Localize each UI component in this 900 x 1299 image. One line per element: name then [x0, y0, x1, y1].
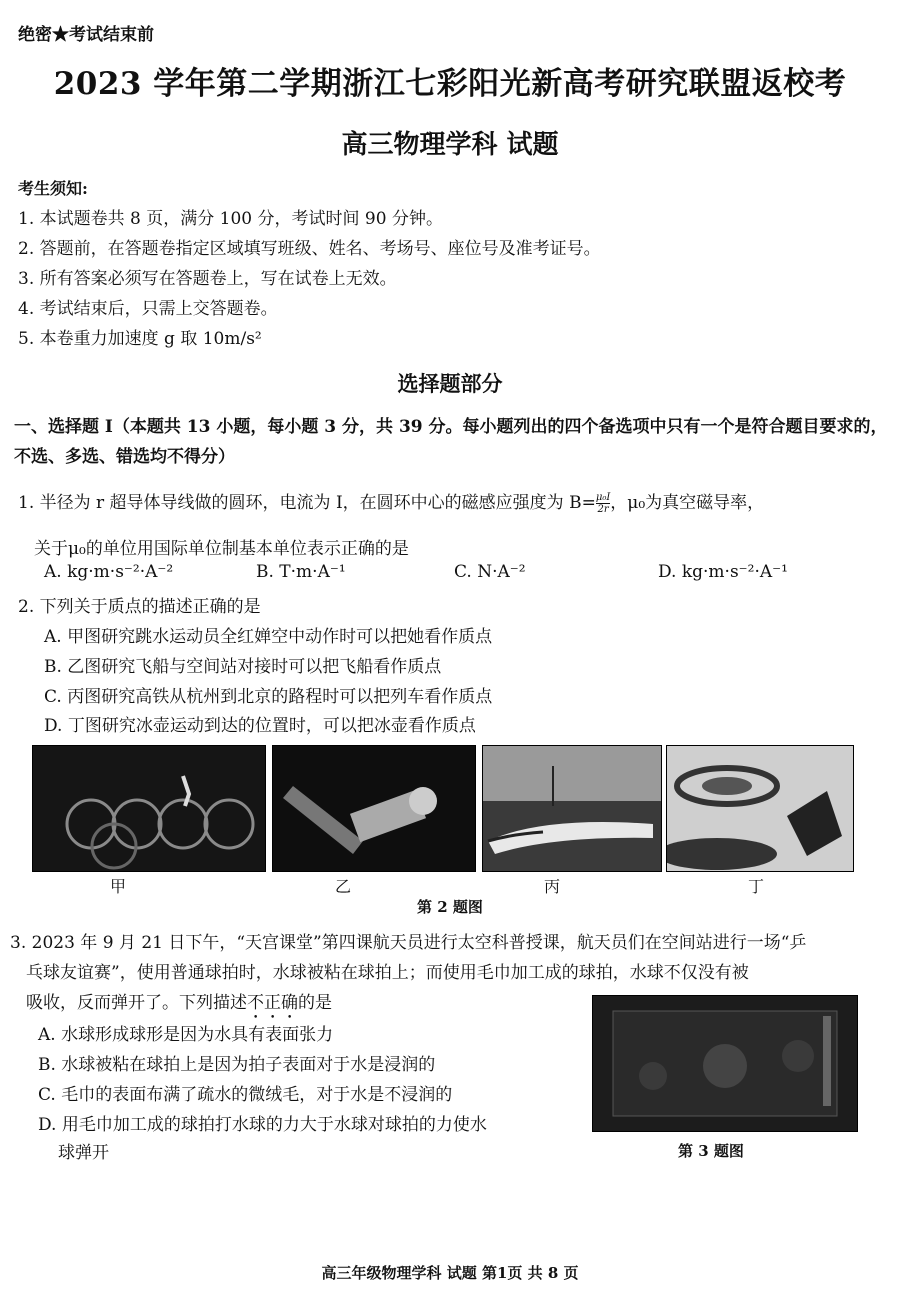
q3-option-d-continued: 球弹开 [58, 1143, 109, 1163]
figure-label-ding: 丁 [747, 877, 764, 896]
figure-2-caption: 第 2 题图 [417, 898, 483, 916]
q1-stem-a: 1. 半径为 r 超导体导线做的圆环，电流为 I，在圆环中心的磁感应强度为 B= [18, 493, 596, 513]
notice-item: 5. 本卷重力加速度 g 取 10m/s² [18, 329, 262, 349]
q1-option-a: A. kg·m·s⁻²·A⁻² [44, 562, 174, 582]
q1-option-b: B. T·m·A⁻¹ [256, 562, 346, 582]
q3-option-a: A. 水球形成球形是因为水具有表面张力 [38, 1025, 334, 1045]
question-3-line3 [26, 988, 332, 1023]
q3-line3-a: 吸收，反而弹开了。下列描述 [26, 993, 247, 1013]
notice-heading: 考生须知: [18, 179, 88, 198]
page-footer: 高三年级物理学科 试题 第1页 共 8 页 [321, 1264, 579, 1282]
fraction-numerator: μ₀I [595, 492, 611, 503]
q1-option-c: C. N·A⁻² [454, 562, 526, 582]
figure-label-jia: 甲 [109, 877, 126, 896]
notice-item: 4. 考试结束后，只需上交答题卷。 [18, 299, 278, 319]
q3-line3-b: 的是 [298, 993, 332, 1013]
q2-option-a: A. 甲图研究跳水运动员全红婵空中动作时可以把她看作质点 [44, 627, 493, 647]
question-2-stem: 2. 下列关于质点的描述正确的是 [18, 597, 261, 617]
section-title: 选择题部分 [397, 371, 503, 396]
figure-ding-curling [666, 745, 854, 872]
olympic-rings-image [33, 746, 265, 871]
figure-label-yi: 乙 [334, 877, 351, 896]
q2-option-d: D. 丁图研究冰壶运动到达的位置时，可以把冰壶看作质点 [44, 716, 476, 736]
fraction-denominator: 2r [597, 504, 609, 515]
notice-item: 2. 答题前，在答题卷指定区域填写班级、姓名、考场号、座位号及准考证号。 [18, 239, 601, 259]
q2-option-b: B. 乙图研究飞船与空间站对接时可以把飞船看作质点 [44, 657, 442, 677]
spacecraft-docking-image [273, 746, 475, 871]
exam-subtitle: 高三物理学科 试题 [341, 130, 559, 160]
high-speed-train-image [483, 746, 661, 871]
question-3-line2: 乓球友谊赛”，使用普通球拍时，水球被粘在球拍上；而使用毛巾加工成的球拍，水球不仅没有被 [26, 963, 749, 983]
q3-option-d: D. 用毛巾加工成的球拍打水球的力大于水球对球拍的力使水 [38, 1115, 487, 1135]
q3-option-b: B. 水球被粘在球拍上是因为拍子表面对于水是浸润的 [38, 1055, 436, 1075]
notice-item: 1. 本试题卷共 8 页，满分 100 分，考试时间 90 分钟。 [18, 209, 443, 229]
confidential-mark: 绝密★考试结束前 [18, 25, 154, 45]
question-1-stem [18, 488, 898, 515]
question-1-line2: 关于μ₀的单位用国际单位制基本单位表示正确的是 [34, 539, 409, 559]
figure-label-bing: 丙 [543, 877, 560, 896]
figure-3-caption: 第 3 题图 [678, 1142, 744, 1160]
space-station-photo [593, 996, 857, 1131]
q3-option-c: C. 毛巾的表面布满了疏水的微绒毛，对于水是不浸润的 [38, 1085, 453, 1105]
notice-item: 3. 所有答案必须写在答题卷上，写在试卷上无效。 [18, 269, 397, 289]
q2-option-c: C. 丙图研究高铁从杭州到北京的路程时可以把列车看作质点 [44, 687, 493, 707]
figure-yi-spacecraft [272, 745, 476, 872]
formula-fraction [596, 492, 610, 515]
curling-image [667, 746, 853, 871]
figure-3-space-station [592, 995, 858, 1132]
part-instructions: 一、选择题 I（本题共 13 小题，每小题 3 分，共 39 分。每小题列出的四个备选项中只有一个是符合题目要求的，不选、多选、错选均不得分） [14, 417, 888, 467]
q3-emphasis: 不正确 [247, 993, 298, 1013]
question-3-line1: 3. 2023 年 9 月 21 日下午，“天宫课堂”第四课航天员进行太空科普授课，航天员们在空间站进行一场“乒 [10, 933, 807, 953]
q1-stem-b: ，μ₀为真空磁导率， [610, 493, 765, 513]
figure-jia-diver [32, 745, 266, 872]
q1-option-d: D. kg·m·s⁻²·A⁻¹ [658, 562, 788, 582]
exam-title: 2023 学年第二学期浙江七彩阳光新高考研究联盟返校考 [53, 66, 847, 102]
figure-bing-train [482, 745, 662, 872]
